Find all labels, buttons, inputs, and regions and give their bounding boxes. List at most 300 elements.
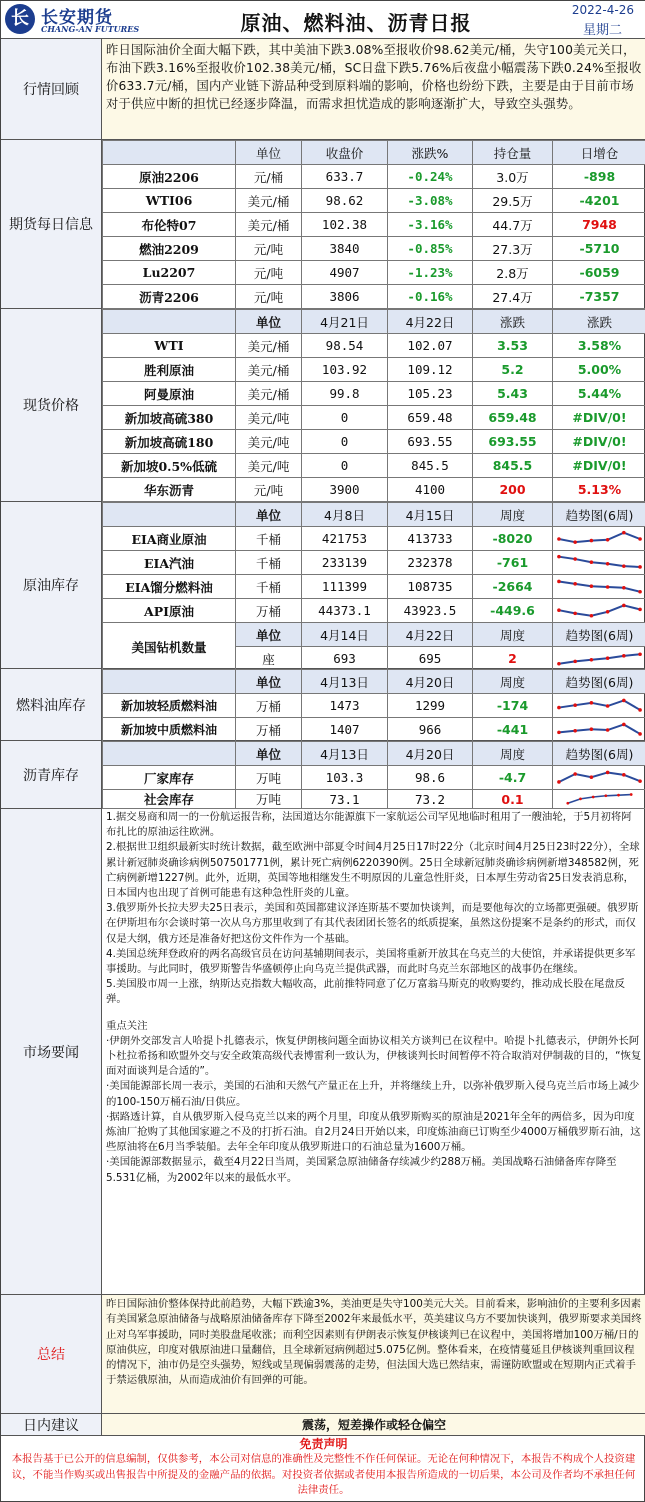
table-row bbox=[103, 478, 645, 502]
table-row bbox=[103, 237, 645, 261]
trend-point bbox=[573, 582, 577, 586]
header-cell: 4月21日 bbox=[302, 310, 388, 334]
trend-point bbox=[630, 793, 633, 796]
table-row bbox=[103, 766, 645, 790]
price-change: 200 bbox=[473, 478, 553, 502]
weekly-change: -4.7 bbox=[473, 766, 553, 790]
header-cell: 4月15日 bbox=[388, 503, 473, 527]
unit-cell: 美元/桶 bbox=[236, 213, 302, 237]
table-header-row bbox=[103, 310, 645, 334]
table-row bbox=[103, 382, 645, 406]
weekly-change: -761 bbox=[473, 551, 553, 575]
market-review-text: 昨日国际油价全面大幅下跌，其中美油下跌3.08%至报收价98.62美元/桶，失守100美元关口，布油下跌3.16%至报收价102.38美元/桶，SC日盘下跌5.76%后夜盘小幅震荡下跌0.24%至报收价633.7元/桶，国内产业链下游品种受到原料端的影响，价格也纷纷下跌，主要是由于目前市场对于供应中断的担忧已经逐步降温，而需求担忧造成的影响逐渐扩大，导致空头强势。 bbox=[102, 39, 645, 139]
table-header-row bbox=[103, 670, 645, 694]
trend-point bbox=[573, 703, 577, 707]
unit-cell: 美元/桶 bbox=[236, 189, 302, 213]
header-blank-cell bbox=[103, 141, 236, 165]
table-row bbox=[103, 213, 645, 237]
price-day1: 0 bbox=[302, 430, 388, 454]
header-cell: 单位 bbox=[236, 503, 302, 527]
trend-point bbox=[573, 729, 577, 733]
table-row bbox=[103, 189, 645, 213]
trend-point bbox=[573, 557, 577, 561]
price-day2: 693.55 bbox=[388, 430, 473, 454]
daily-position-change: -4201 bbox=[553, 189, 645, 213]
weekly-change: -8020 bbox=[473, 527, 553, 551]
trend-point bbox=[606, 704, 610, 708]
crude-inventory-label: 原油库存 bbox=[1, 502, 102, 668]
unit-cell: 美元/吨 bbox=[236, 454, 302, 478]
header-cell: 趋势图(6周) bbox=[553, 623, 645, 647]
unit-cell: 元/吨 bbox=[236, 285, 302, 309]
spot-price-label: 现货价格 bbox=[1, 309, 102, 501]
price-change: 693.55 bbox=[473, 430, 553, 454]
disclaimer-text: 本报告基于已公开的信息编制，仅供参考，本公司对信息的准确性及完整性不作任何保证。无论在何种情况下，本报告不构成个人投资建议，不能当作购买或出售报告中所提及的金融产品的依据。对投资者依据或者使用本报告所造成的一切后果，本公司及作者均不承担任何法律责任。 bbox=[11, 1453, 636, 1496]
header-blank-cell bbox=[103, 742, 236, 766]
trend-sparkline-svg bbox=[553, 528, 645, 550]
price-day2: 109.12 bbox=[388, 358, 473, 382]
trend-point bbox=[622, 530, 626, 534]
trend-point bbox=[638, 537, 642, 541]
market-news-label: 市场要闻 bbox=[1, 809, 102, 1294]
table-row bbox=[103, 790, 645, 809]
table-row bbox=[103, 334, 645, 358]
unit-cell: 美元/吨 bbox=[236, 406, 302, 430]
price-day1: 98.54 bbox=[302, 334, 388, 358]
open-interest: 27.4万 bbox=[473, 285, 553, 309]
contract-name: Lu2207 bbox=[103, 261, 236, 285]
report-header bbox=[1, 1, 645, 39]
trend-sparkline-svg bbox=[553, 648, 645, 670]
asphalt-inventory-section bbox=[1, 741, 645, 809]
trend-point bbox=[638, 652, 642, 656]
trend-sparkline-svg bbox=[553, 695, 645, 717]
report-title: 原油、燃料油、沥青日报 bbox=[240, 11, 472, 35]
inventory-week1: 233139 bbox=[302, 551, 388, 575]
price-change: 3.53 bbox=[473, 334, 553, 358]
table-row bbox=[103, 575, 645, 599]
trend-point bbox=[622, 586, 626, 590]
intraday-advice-text: 震荡，短差操作或轻仓偏空 bbox=[102, 1414, 645, 1435]
close-price: 3806 bbox=[302, 285, 388, 309]
asphalt-inventory-table bbox=[102, 741, 645, 809]
inventory-week2: 232378 bbox=[388, 551, 473, 575]
inventory-week1: 1407 bbox=[302, 718, 388, 742]
trend-point bbox=[557, 730, 561, 734]
header-cell: 周度 bbox=[473, 623, 553, 647]
table-row bbox=[103, 718, 645, 742]
open-interest: 3.0万 bbox=[473, 165, 553, 189]
trend-sparkline bbox=[553, 718, 645, 742]
rig-header-row bbox=[103, 623, 645, 647]
open-interest: 2.8万 bbox=[473, 261, 553, 285]
inventory-week2: 413733 bbox=[388, 527, 473, 551]
weekly-change: 0.1 bbox=[473, 790, 553, 809]
trend-point bbox=[579, 797, 582, 800]
trend-point bbox=[606, 562, 610, 566]
product-name: 新加坡高硫380 bbox=[103, 406, 236, 430]
inventory-week1: 103.3 bbox=[302, 766, 388, 790]
inventory-name: API原油 bbox=[103, 599, 236, 623]
market-news-text bbox=[102, 809, 645, 1187]
price-change: 845.5 bbox=[473, 454, 553, 478]
price-day1: 103.92 bbox=[302, 358, 388, 382]
contract-name: 布伦特07 bbox=[103, 213, 236, 237]
trend-point bbox=[622, 564, 626, 568]
trend-point bbox=[590, 727, 594, 731]
futures-label: 期货每日信息 bbox=[1, 140, 102, 308]
header-cell: 4月13日 bbox=[302, 670, 388, 694]
price-change-percent: 5.00% bbox=[553, 358, 645, 382]
trend-point bbox=[557, 579, 561, 583]
rig-count-week2: 695 bbox=[388, 647, 473, 671]
inventory-name: 新加坡轻质燃料油 bbox=[103, 694, 236, 718]
trend-point bbox=[590, 701, 594, 705]
unit-cell: 元/吨 bbox=[236, 237, 302, 261]
trend-point bbox=[622, 603, 626, 607]
trend-line bbox=[559, 556, 640, 566]
header-cell: 涨跌 bbox=[553, 310, 645, 334]
change-percent: -0.85% bbox=[388, 237, 473, 261]
product-name: WTI bbox=[103, 334, 236, 358]
trend-sparkline bbox=[553, 694, 645, 718]
market-review-label: 行情回顾 bbox=[1, 39, 102, 139]
product-name: 华东沥青 bbox=[103, 478, 236, 502]
open-interest: 29.5万 bbox=[473, 189, 553, 213]
header-cell: 单位 bbox=[236, 310, 302, 334]
price-change-percent: 3.58% bbox=[553, 334, 645, 358]
trend-point bbox=[592, 795, 595, 798]
trend-point bbox=[557, 705, 561, 709]
trend-point bbox=[573, 772, 577, 776]
trend-sparkline bbox=[553, 599, 645, 623]
table-row bbox=[103, 527, 645, 551]
news-item: 3.俄罗斯外长拉夫罗夫25日表示，美国和英国都建议泽连斯基不要加快谈判，而是要他每次的立场都更强硬。俄罗斯在伊斯坦布尔会谈时第一次从乌方那里收到了有其代表团团长签名的纸质提案，虽然这份提案不是条约的形式，而仅仅是大纲，俄方还是准备好把这份文件作为一个基础。 bbox=[106, 902, 639, 945]
header-cell: 4月8日 bbox=[302, 503, 388, 527]
unit-cell: 美元/吨 bbox=[236, 430, 302, 454]
daily-position-change: 7948 bbox=[553, 213, 645, 237]
unit-cell: 万桶 bbox=[236, 718, 302, 742]
unit-cell: 元/吨 bbox=[236, 261, 302, 285]
unit-cell: 座 bbox=[236, 647, 302, 671]
table-row bbox=[103, 285, 645, 309]
fuel-oil-inventory-section bbox=[1, 669, 645, 741]
trend-point bbox=[617, 793, 620, 796]
disclaimer-title: 免责声明 bbox=[299, 1437, 348, 1451]
inventory-name: 厂家库存 bbox=[103, 766, 236, 790]
trend-point bbox=[573, 540, 577, 544]
open-interest: 27.3万 bbox=[473, 237, 553, 261]
change-percent: -1.23% bbox=[388, 261, 473, 285]
table-row bbox=[103, 165, 645, 189]
trend-line bbox=[568, 794, 631, 803]
company-logo bbox=[5, 4, 180, 36]
news-item: 1.据交易商和周一的一份航运报告称，法国道达尔能源旗下一家航运公司罕见地临时租用了一艘油轮，于5月初将阿布扎比的原油运往欧洲。 bbox=[106, 811, 632, 839]
futures-table bbox=[102, 140, 645, 309]
price-day2: 102.07 bbox=[388, 334, 473, 358]
inventory-week1: 1473 bbox=[302, 694, 388, 718]
trend-sparkline-svg bbox=[553, 791, 645, 808]
trend-line bbox=[559, 700, 640, 709]
table-row bbox=[103, 261, 645, 285]
contract-name: 燃油2209 bbox=[103, 237, 236, 261]
trend-point bbox=[622, 722, 626, 726]
change-percent: -3.16% bbox=[388, 213, 473, 237]
trend-point bbox=[622, 773, 626, 777]
trend-point bbox=[573, 611, 577, 615]
header-blank-cell bbox=[103, 310, 236, 334]
unit-cell: 美元/桶 bbox=[236, 334, 302, 358]
inventory-name: EIA馏分燃料油 bbox=[103, 575, 236, 599]
trend-line bbox=[559, 532, 640, 541]
focus-item: ·伊朗外交部发言人哈提卜扎德表示，恢复伊朗核问题全面协议相关方谈判已在议程中。哈提卜扎德表示，伊朗外长阿卜杜拉希扬和欧盟外交与安全政策高级代表博雷利一致认为，伊核谈判长时间暂停不符合取消对伊制裁的目的，“恢复面对面谈判是合适的”。 bbox=[106, 1034, 642, 1078]
crude-inventory-section bbox=[1, 502, 645, 669]
price-day1: 0 bbox=[302, 406, 388, 430]
price-change-percent: 5.13% bbox=[553, 478, 645, 502]
trend-point bbox=[606, 728, 610, 732]
trend-sparkline-svg bbox=[553, 600, 645, 622]
header-cell: 涨跌% bbox=[388, 141, 473, 165]
rig-count-name: 美国钻机数量 bbox=[103, 623, 236, 671]
product-name: 新加坡高硫180 bbox=[103, 430, 236, 454]
crude-inventory-table bbox=[102, 502, 645, 671]
unit-cell: 美元/桶 bbox=[236, 382, 302, 406]
price-day2: 845.5 bbox=[388, 454, 473, 478]
inventory-week1: 44373.1 bbox=[302, 599, 388, 623]
header-cell: 4月20日 bbox=[388, 670, 473, 694]
product-name: 阿曼原油 bbox=[103, 382, 236, 406]
daily-position-change: -898 bbox=[553, 165, 645, 189]
price-change: 5.2 bbox=[473, 358, 553, 382]
table-header-row bbox=[103, 141, 645, 165]
table-header-row bbox=[103, 742, 645, 766]
inventory-name: 社会库存 bbox=[103, 790, 236, 809]
asphalt-inventory-label: 沥青库存 bbox=[1, 741, 102, 808]
trend-sparkline bbox=[553, 551, 645, 575]
table-row bbox=[103, 454, 645, 478]
disclaimer bbox=[1, 1436, 645, 1502]
focus-item: ·美国能源部长周一表示，美国的石油和天然气产量正在上升，并将继续上升，以弥补俄罗斯入侵乌克兰后市场上减少的100-150万桶石油/日供应。 bbox=[106, 1080, 640, 1108]
trend-sparkline bbox=[553, 647, 645, 671]
summary-section bbox=[1, 1295, 645, 1414]
table-row bbox=[103, 599, 645, 623]
fuel-oil-inventory-table bbox=[102, 669, 645, 742]
logo-emblem: 长 bbox=[5, 4, 35, 34]
price-change-percent: 5.44% bbox=[553, 382, 645, 406]
trend-line bbox=[559, 724, 640, 733]
spot-price-table bbox=[102, 309, 645, 502]
inventory-week2: 98.6 bbox=[388, 766, 473, 790]
unit-cell: 美元/桶 bbox=[236, 358, 302, 382]
trend-point bbox=[638, 708, 642, 712]
inventory-week2: 43923.5 bbox=[388, 599, 473, 623]
trend-point bbox=[557, 554, 561, 558]
trend-point bbox=[606, 585, 610, 589]
contract-name: 原油2206 bbox=[103, 165, 236, 189]
trend-point bbox=[606, 610, 610, 614]
close-price: 3840 bbox=[302, 237, 388, 261]
change-percent: -3.08% bbox=[388, 189, 473, 213]
daily-position-change: -5710 bbox=[553, 237, 645, 261]
inventory-name: 新加坡中质燃料油 bbox=[103, 718, 236, 742]
open-interest: 44.7万 bbox=[473, 213, 553, 237]
unit-cell: 元/吨 bbox=[236, 478, 302, 502]
news-spacer bbox=[106, 1008, 642, 1019]
inventory-week2: 1299 bbox=[388, 694, 473, 718]
logo-english-name: CHANG-AN FUTURES bbox=[41, 24, 140, 34]
report-date: 2022-4-26 bbox=[571, 3, 634, 17]
inventory-week2: 73.2 bbox=[388, 790, 473, 809]
fuel-oil-inventory-label: 燃料油库存 bbox=[1, 669, 102, 740]
header-cell: 持仓量 bbox=[473, 141, 553, 165]
header-cell: 周度 bbox=[473, 742, 553, 766]
weekly-change: -174 bbox=[473, 694, 553, 718]
inventory-week2: 108735 bbox=[388, 575, 473, 599]
intraday-advice-label: 日内建议 bbox=[1, 1414, 102, 1435]
focus-item: ·美国能源部数据显示，截至4月22日当周，美国紧急原油储备存续减少约288万桶。美国战略石油储备库存降至5.531亿桶，为2002年以来的最低水平。 bbox=[106, 1156, 617, 1184]
header-cell: 趋势图(6周) bbox=[553, 742, 645, 766]
close-price: 102.38 bbox=[302, 213, 388, 237]
news-item: 5.美国股市周一上涨，纳斯达克指数大幅收高，此前推特同意了亿万富翁马斯克的收购要约，推动成长股在尾盘反弹。 bbox=[106, 978, 626, 1006]
trend-line bbox=[559, 654, 640, 663]
header-cell: 单位 bbox=[236, 670, 302, 694]
trend-sparkline-svg bbox=[553, 719, 645, 741]
trend-point bbox=[638, 779, 642, 783]
unit-cell: 万吨 bbox=[236, 790, 302, 809]
price-day2: 105.23 bbox=[388, 382, 473, 406]
unit-cell: 千桶 bbox=[236, 527, 302, 551]
trend-point bbox=[557, 537, 561, 541]
trend-point bbox=[638, 589, 642, 593]
trend-point bbox=[604, 794, 607, 797]
trend-point bbox=[606, 656, 610, 660]
price-day1: 99.8 bbox=[302, 382, 388, 406]
header-cell: 4月22日 bbox=[388, 623, 473, 647]
trend-point bbox=[638, 607, 642, 611]
news-item: 4.美国总统拜登政府的两名高级官员在访问基辅期间表示，美国将重新开放其在乌克兰的大使馆，并承诺提供更多军事援助。与此同时，俄罗斯警告华盛顿停止向乌克兰提供武器，而此时乌克兰东部地区的战事仍在继续。 bbox=[106, 947, 636, 976]
trend-sparkline-svg bbox=[553, 767, 645, 789]
rig-count-week1: 693 bbox=[302, 647, 388, 671]
header-blank-cell bbox=[103, 670, 236, 694]
trend-line bbox=[559, 581, 640, 591]
header-cell: 单位 bbox=[236, 742, 302, 766]
table-row bbox=[103, 694, 645, 718]
inventory-week2: 966 bbox=[388, 718, 473, 742]
unit-cell: 千桶 bbox=[236, 551, 302, 575]
header-cell: 趋势图(6周) bbox=[553, 670, 645, 694]
price-day1: 0 bbox=[302, 454, 388, 478]
price-day2: 659.48 bbox=[388, 406, 473, 430]
trend-point bbox=[557, 661, 561, 665]
table-row bbox=[103, 358, 645, 382]
logo-chinese-name: 长安期货 bbox=[41, 8, 113, 28]
trend-point bbox=[557, 608, 561, 612]
header-cell: 单位 bbox=[236, 623, 302, 647]
weekly-change: -449.6 bbox=[473, 599, 553, 623]
product-name: 胜利原油 bbox=[103, 358, 236, 382]
header-cell: 4月13日 bbox=[302, 742, 388, 766]
table-row bbox=[103, 430, 645, 454]
intraday-advice-section bbox=[1, 1414, 645, 1436]
table-row bbox=[103, 406, 645, 430]
price-change-percent: #DIV/0! bbox=[553, 430, 645, 454]
futures-section bbox=[1, 140, 645, 309]
daily-position-change: -6059 bbox=[553, 261, 645, 285]
close-price: 633.7 bbox=[302, 165, 388, 189]
trend-line bbox=[559, 605, 640, 615]
change-percent: -0.16% bbox=[388, 285, 473, 309]
unit-cell: 万桶 bbox=[236, 599, 302, 623]
price-day1: 3900 bbox=[302, 478, 388, 502]
unit-cell: 千桶 bbox=[236, 575, 302, 599]
inventory-week1: 421753 bbox=[302, 527, 388, 551]
spot-price-section bbox=[1, 309, 645, 502]
header-cell: 单位 bbox=[236, 141, 302, 165]
daily-position-change: -7357 bbox=[553, 285, 645, 309]
header-blank-cell bbox=[103, 503, 236, 527]
table-header-row bbox=[103, 503, 645, 527]
trend-point bbox=[622, 654, 626, 658]
contract-name: WTI06 bbox=[103, 189, 236, 213]
trend-point bbox=[590, 775, 594, 779]
news-item: 2.根据世卫组织最新实时统计数据，截至欧洲中部夏令时间4月25日17时22分（北京时间4月25日23时22分），全球累计新冠肺炎确诊病例507501771例，累计死亡病例6220390例。25日全球新冠肺炎确诊病例新增348582例，死亡病例新增1227例。此外，近期，英国等地相继发生不明原因的儿童急性肝炎，日本厚生劳动省25日发表消息称，日本国内也出现了首例可能患有这种急性肝炎的儿童。 bbox=[106, 841, 640, 900]
unit-cell: 元/桶 bbox=[236, 165, 302, 189]
header-cell: 趋势图(6周) bbox=[553, 503, 645, 527]
trend-point bbox=[638, 565, 642, 569]
table-row bbox=[103, 551, 645, 575]
header-cell: 收盘价 bbox=[302, 141, 388, 165]
summary-label: 总结 bbox=[1, 1295, 102, 1413]
trend-sparkline bbox=[553, 790, 645, 809]
trend-point bbox=[606, 538, 610, 542]
market-review-section bbox=[1, 39, 645, 140]
header-cell: 日增仓 bbox=[553, 141, 645, 165]
trend-sparkline-svg bbox=[553, 576, 645, 598]
report-weekday: 星期二 bbox=[582, 23, 622, 38]
price-change-percent: #DIV/0! bbox=[553, 454, 645, 478]
header-cell: 4月14日 bbox=[302, 623, 388, 647]
header-cell: 周度 bbox=[473, 503, 553, 527]
trend-sparkline bbox=[553, 575, 645, 599]
contract-name: 沥青2206 bbox=[103, 285, 236, 309]
price-change-percent: #DIV/0! bbox=[553, 406, 645, 430]
close-price: 4907 bbox=[302, 261, 388, 285]
weekly-change: -441 bbox=[473, 718, 553, 742]
trend-point bbox=[590, 560, 594, 564]
trend-sparkline-svg bbox=[553, 552, 645, 574]
header-cell: 4月20日 bbox=[388, 742, 473, 766]
unit-cell: 万吨 bbox=[236, 766, 302, 790]
trend-line bbox=[559, 772, 640, 781]
price-day2: 4100 bbox=[388, 478, 473, 502]
price-change: 659.48 bbox=[473, 406, 553, 430]
trend-sparkline bbox=[553, 766, 645, 790]
inventory-name: EIA商业原油 bbox=[103, 527, 236, 551]
trend-point bbox=[557, 780, 561, 784]
inventory-week1: 73.1 bbox=[302, 790, 388, 809]
focus-item: ·据路透计算，自从俄罗斯入侵乌克兰以来的两个月里，印度从俄罗斯购买的原油是2021年全年的两倍多，因为印度炼油厂抢购了其他国家避之不及的打折石油。自2月24日开始以来，印度炼油商已订购至少4000万桶俄罗斯石油，这些原油将在6月当季装船。去年全年印度从俄罗斯进口的石油总量为1600万桶。 bbox=[106, 1110, 641, 1154]
trend-point bbox=[622, 698, 626, 702]
trend-point bbox=[590, 613, 594, 617]
change-percent: -0.24% bbox=[388, 165, 473, 189]
trend-point bbox=[606, 770, 610, 774]
product-name: 新加坡0.5%低硫 bbox=[103, 454, 236, 478]
header-cell: 4月22日 bbox=[388, 310, 473, 334]
header-cell: 周度 bbox=[473, 670, 553, 694]
trend-point bbox=[590, 584, 594, 588]
focus-title: 重点关注 bbox=[106, 1019, 148, 1032]
inventory-week1: 111399 bbox=[302, 575, 388, 599]
